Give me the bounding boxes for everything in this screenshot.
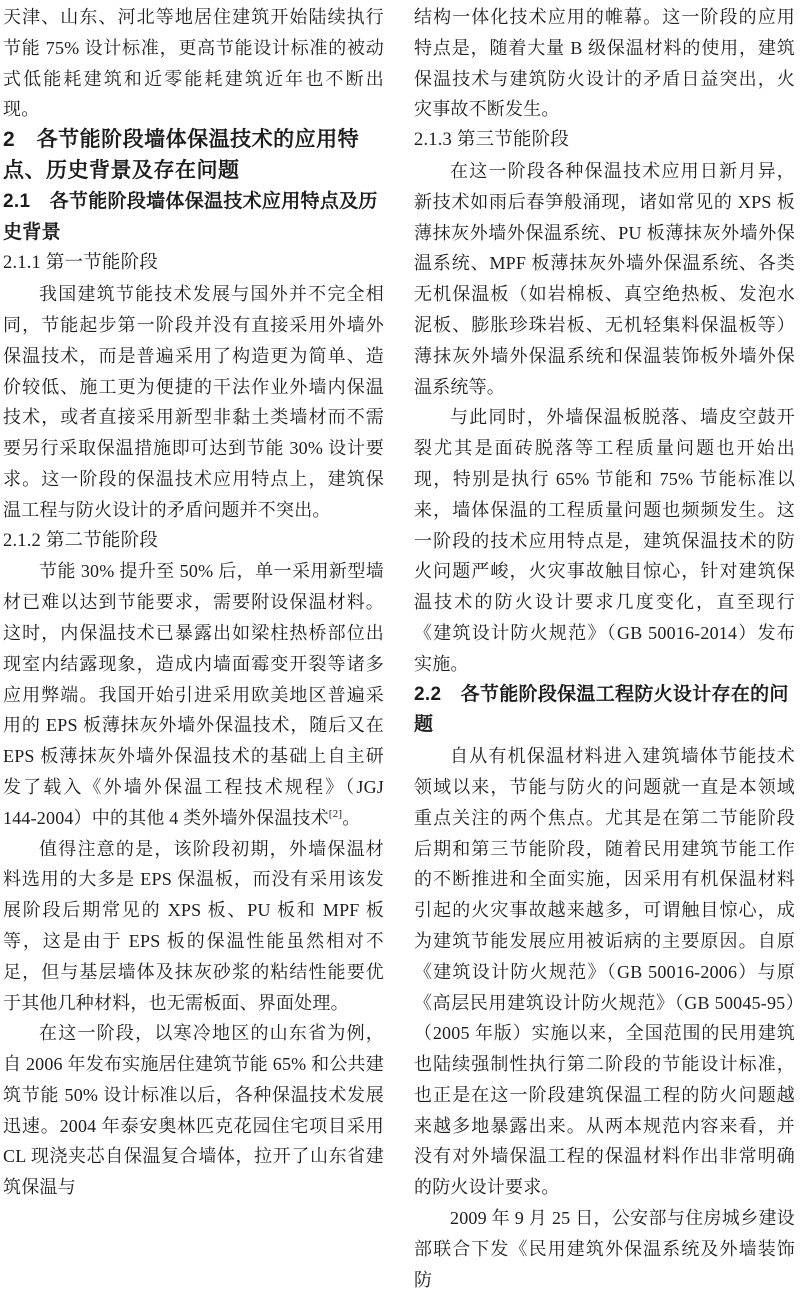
citation-reference: [2] bbox=[328, 807, 343, 820]
text-run: 2.1 各节能阶段墙体保温技术应用特点及历史背景 bbox=[3, 190, 378, 243]
text-run: 在这一阶段，以寒冷地区的山东省为例，自 2006 年发布实施居住建筑节能 65% 和公共建筑节能 50% 设计标准以后，各种保温技术发展迅速。2004 年泰安奥林匹克花园住宅项目采用 CL 现浇夹芯自保温复合墙体，拉开了山东省建筑保温与 bbox=[3, 1023, 384, 1198]
text-run: 2009 年 9 月 25 日，公安部与住房城乡建设部联合下发《民用建筑外保温系统及外墙装饰防 bbox=[414, 1208, 795, 1290]
paragraph bbox=[414, 402, 795, 679]
paragraph bbox=[414, 156, 795, 402]
paragraph bbox=[3, 834, 384, 1019]
left-column bbox=[3, 2, 384, 1198]
paragraph bbox=[3, 556, 384, 833]
text-run: 2.2 各节能阶段保温工程防火设计存在的问题 bbox=[414, 683, 789, 736]
text-run: 值得注意的是，该阶段初期，外墙保温材料选用的大多是 EPS 保温板，而没有采用该发展阶段后期常见的 XPS 板、PU 板和 MPF 板等，这是由于 EPS 板的保温性能虽然相对不足，但与基层墙体及抹灰砂浆的粘结性能要优于其他几种材料，也无需板面、界面处理。 bbox=[3, 838, 384, 1013]
text-run: 节能 30% 提升至 50% 后，单一采用新型墙材已难以达到节能要求，需要附设保温材料。这时，内保温技术已暴露出如梁柱热桥部位出现室内结露现象，造成内墙面霉变开裂等诸多应用弊端。我国开始引进采用欧美地区普遍采用的 EPS 板薄抹灰外墙外保温技术，随后又在 EPS 板薄抹灰外墙外保温技术的基础上自主研发了载入《外墙外保温工程技术规程》（JGJ 144-2004）中的其他 4 类外墙外保温技术 bbox=[3, 561, 384, 828]
heading-h3 bbox=[414, 125, 795, 156]
text-run: 在这一阶段各种保温技术应用日新月异，新技术如雨后春笋般涌现，诸如常见的 XPS 板薄抹灰外墙外保温系统、PU 板薄抹灰外墙外保温系统、MPF 板薄抹灰外墙外保温系统、各类无机保温板（如岩棉板、真空绝热板、发泡水泥板、膨胀珍珠岩板、无机轻集料保温板等）薄抹灰外墙外保温系统和保温装饰板外墙外保温系统等。 bbox=[414, 160, 795, 397]
paragraph bbox=[3, 1018, 384, 1203]
paragraph bbox=[414, 2, 795, 125]
text-run: 2.1.2 第二节能阶段 bbox=[3, 530, 159, 551]
paragraph bbox=[414, 741, 795, 1203]
heading-h3 bbox=[3, 248, 384, 279]
heading-h1 bbox=[3, 125, 384, 187]
heading-h2 bbox=[3, 187, 384, 249]
text-run: 。 bbox=[342, 807, 361, 828]
paragraph bbox=[3, 2, 384, 125]
text-run: 自从有机保温材料进入建筑墙体节能技术领域以来，节能与防火的问题就一直是本领域重点关注的两个焦点。尤其是在第二节能阶段后期和第三节能阶段，随着民用建筑节能工作的不断推进和全面实施，因采用有机保温材料引起的火灾事故越来越多，可谓触目惊心，成为建筑节能发展应用被诟病的主要原因。自原《建筑设计防火规范》（GB 50016-2006）与原《高层民用建筑设计防火规范》（GB 50045-95）（2005 年版）实施以来，全国范围的民用建筑也陆续强制性执行第二阶段的节能设计标准，也正是在这一阶段建筑保温工程的防火问题越来越多地暴露出来。从两本规范内容来看，并没有对外墙保温工程的保温材料作出非常明确的防火设计要求。 bbox=[414, 746, 795, 1198]
text-run: 2.1.3 第三节能阶段 bbox=[414, 130, 570, 151]
heading-h3 bbox=[3, 526, 384, 557]
right-column bbox=[414, 2, 795, 1290]
paragraph bbox=[3, 279, 384, 525]
text-run: 天津、山东、河北等地居住建筑开始陆续执行节能 75% 设计标准，更高节能设计标准的被动式低能耗建筑和近零能耗建筑近年也不断出现。 bbox=[3, 7, 384, 120]
heading-h2 bbox=[414, 680, 795, 742]
text-run: 我国建筑节能技术发展与国外并不完全相同，节能起步第一阶段并没有直接采用外墙外保温技术，而是普遍采用了构造更为简单、造价较低、施工更为便捷的干法作业外墙内保温技术，或者直接采用新型非黏土类墙材而不需要另行采取保温措施即可达到节能 30% 设计要求。这一阶段的保温技术应用特点上，建筑保温工程与防火设计的矛盾问题并不突出。 bbox=[3, 284, 384, 520]
text-run: 与此同时，外墙保温板脱落、墙皮空鼓开裂尤其是面砖脱落等工程质量问题也开始出现，特别是执行 65% 节能和 75% 节能标准以来，墙体保温的工程质量问题也频频发生。这一阶段的技术应用特点是，建筑保温技术的防火问题严峻，火灾事故触目惊心，针对建筑保温技术的防火设计要求几度变化，直至现行《建筑设计防火规范》（GB 50016-2014）发布实施。 bbox=[414, 407, 795, 674]
text-run: 2 各节能阶段墙体保温技术的应用特点、历史背景及存在问题 bbox=[3, 128, 360, 182]
paragraph bbox=[414, 1203, 795, 1295]
text-run: 结构一体化技术应用的帷幕。这一阶段的应用特点是，随着大量 B 级保温材料的使用，建筑保温技术与建筑防火设计的矛盾日益突出，火灾事故不断发生。 bbox=[414, 7, 795, 120]
text-run: 2.1.1 第一节能阶段 bbox=[3, 253, 159, 274]
